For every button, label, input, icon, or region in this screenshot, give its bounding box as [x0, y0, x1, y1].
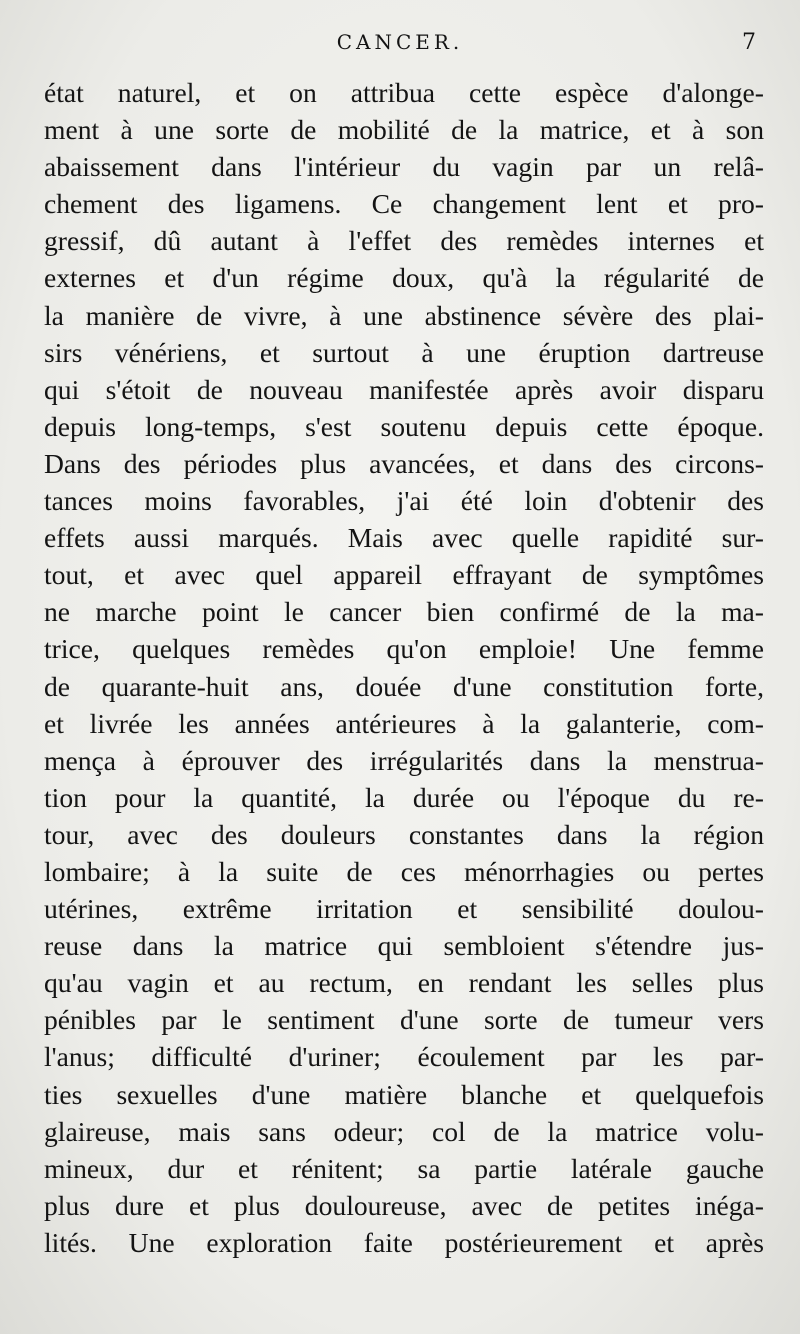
text-line: ne marche point le cancer bien confirmé de la ma-	[44, 596, 764, 628]
page-header	[0, 30, 800, 64]
page-number: 7	[742, 30, 756, 55]
text-line: et livrée les années antérieures à la galanterie, com-	[44, 707, 764, 739]
text-line: utérines, extrême irritation et sensibilité doulou-	[44, 893, 764, 925]
text-line: qui s'étoit de nouveau manifestée après avoir disparu	[44, 373, 764, 405]
text-line: ties sexuelles d'une matière blanche et quelquefois	[44, 1078, 764, 1110]
text-line: lités. Une exploration faite postérieurement et après	[44, 1226, 764, 1258]
text-line: mineux, dur et rénitent; sa partie latérale gauche	[44, 1152, 764, 1184]
text-line: lombaire; à la suite de ces ménorrhagies ou pertes	[44, 855, 764, 887]
text-line: état naturel, et on attribua cette espèce d'alonge-	[44, 77, 764, 108]
text-line: plus dure et plus douloureuse, avec de petites inéga-	[44, 1189, 764, 1221]
text-line: la manière de vivre, à une abstinence sévère des plai-	[44, 299, 764, 331]
text-line: tion pour la quantité, la durée ou l'époque du re-	[44, 781, 764, 813]
text-line: Dans des périodes plus avancées, et dans des circons-	[44, 447, 764, 479]
text-line: tour, avec des douleurs constantes dans la région	[44, 818, 764, 850]
text-line: ment à une sorte de mobilité de la matrice, et à son	[44, 114, 764, 146]
text-line: sirs vénériens, et surtout à une éruption dartreuse	[44, 336, 764, 368]
text-line: mença à éprouver des irrégularités dans la menstrua-	[44, 744, 764, 776]
text-line: qu'au vagin et au rectum, en rendant les selles plus	[44, 967, 764, 999]
running-head: CANCER.	[336, 30, 464, 54]
text-line: glaireuse, mais sans odeur; col de la matrice volu-	[44, 1115, 764, 1147]
text-line: tout, et avec quel appareil effrayant de symptômes	[44, 559, 764, 591]
text-line: gressif, dû autant à l'effet des remèdes internes et	[44, 225, 764, 257]
text-line: pénibles par le sentiment d'une sorte de tumeur vers	[44, 1004, 764, 1036]
text-line: reuse dans la matrice qui sembloient s'étendre jus-	[44, 930, 764, 962]
text-line: effets aussi marqués. Mais avec quelle rapidité sur-	[44, 522, 764, 554]
text-line: externes et d'un régime doux, qu'à la régularité de	[44, 262, 764, 294]
text-line: depuis long-temps, s'est soutenu depuis cette époque.	[44, 410, 764, 442]
text-line: abaissement dans l'intérieur du vagin par un relâ-	[44, 151, 764, 183]
text-line: chement des ligamens. Ce changement lent et pro-	[44, 188, 764, 220]
text-line: tances moins favorables, j'ai été loin d'obtenir des	[44, 485, 764, 517]
body-text	[44, 74, 764, 1261]
text-line: l'anus; difficulté d'uriner; écoulement par les par-	[44, 1041, 764, 1073]
text-line: de quarante-huit ans, douée d'une constitution forte,	[44, 670, 764, 702]
text-line: trice, quelques remèdes qu'on emploie! Une femme	[44, 633, 764, 665]
